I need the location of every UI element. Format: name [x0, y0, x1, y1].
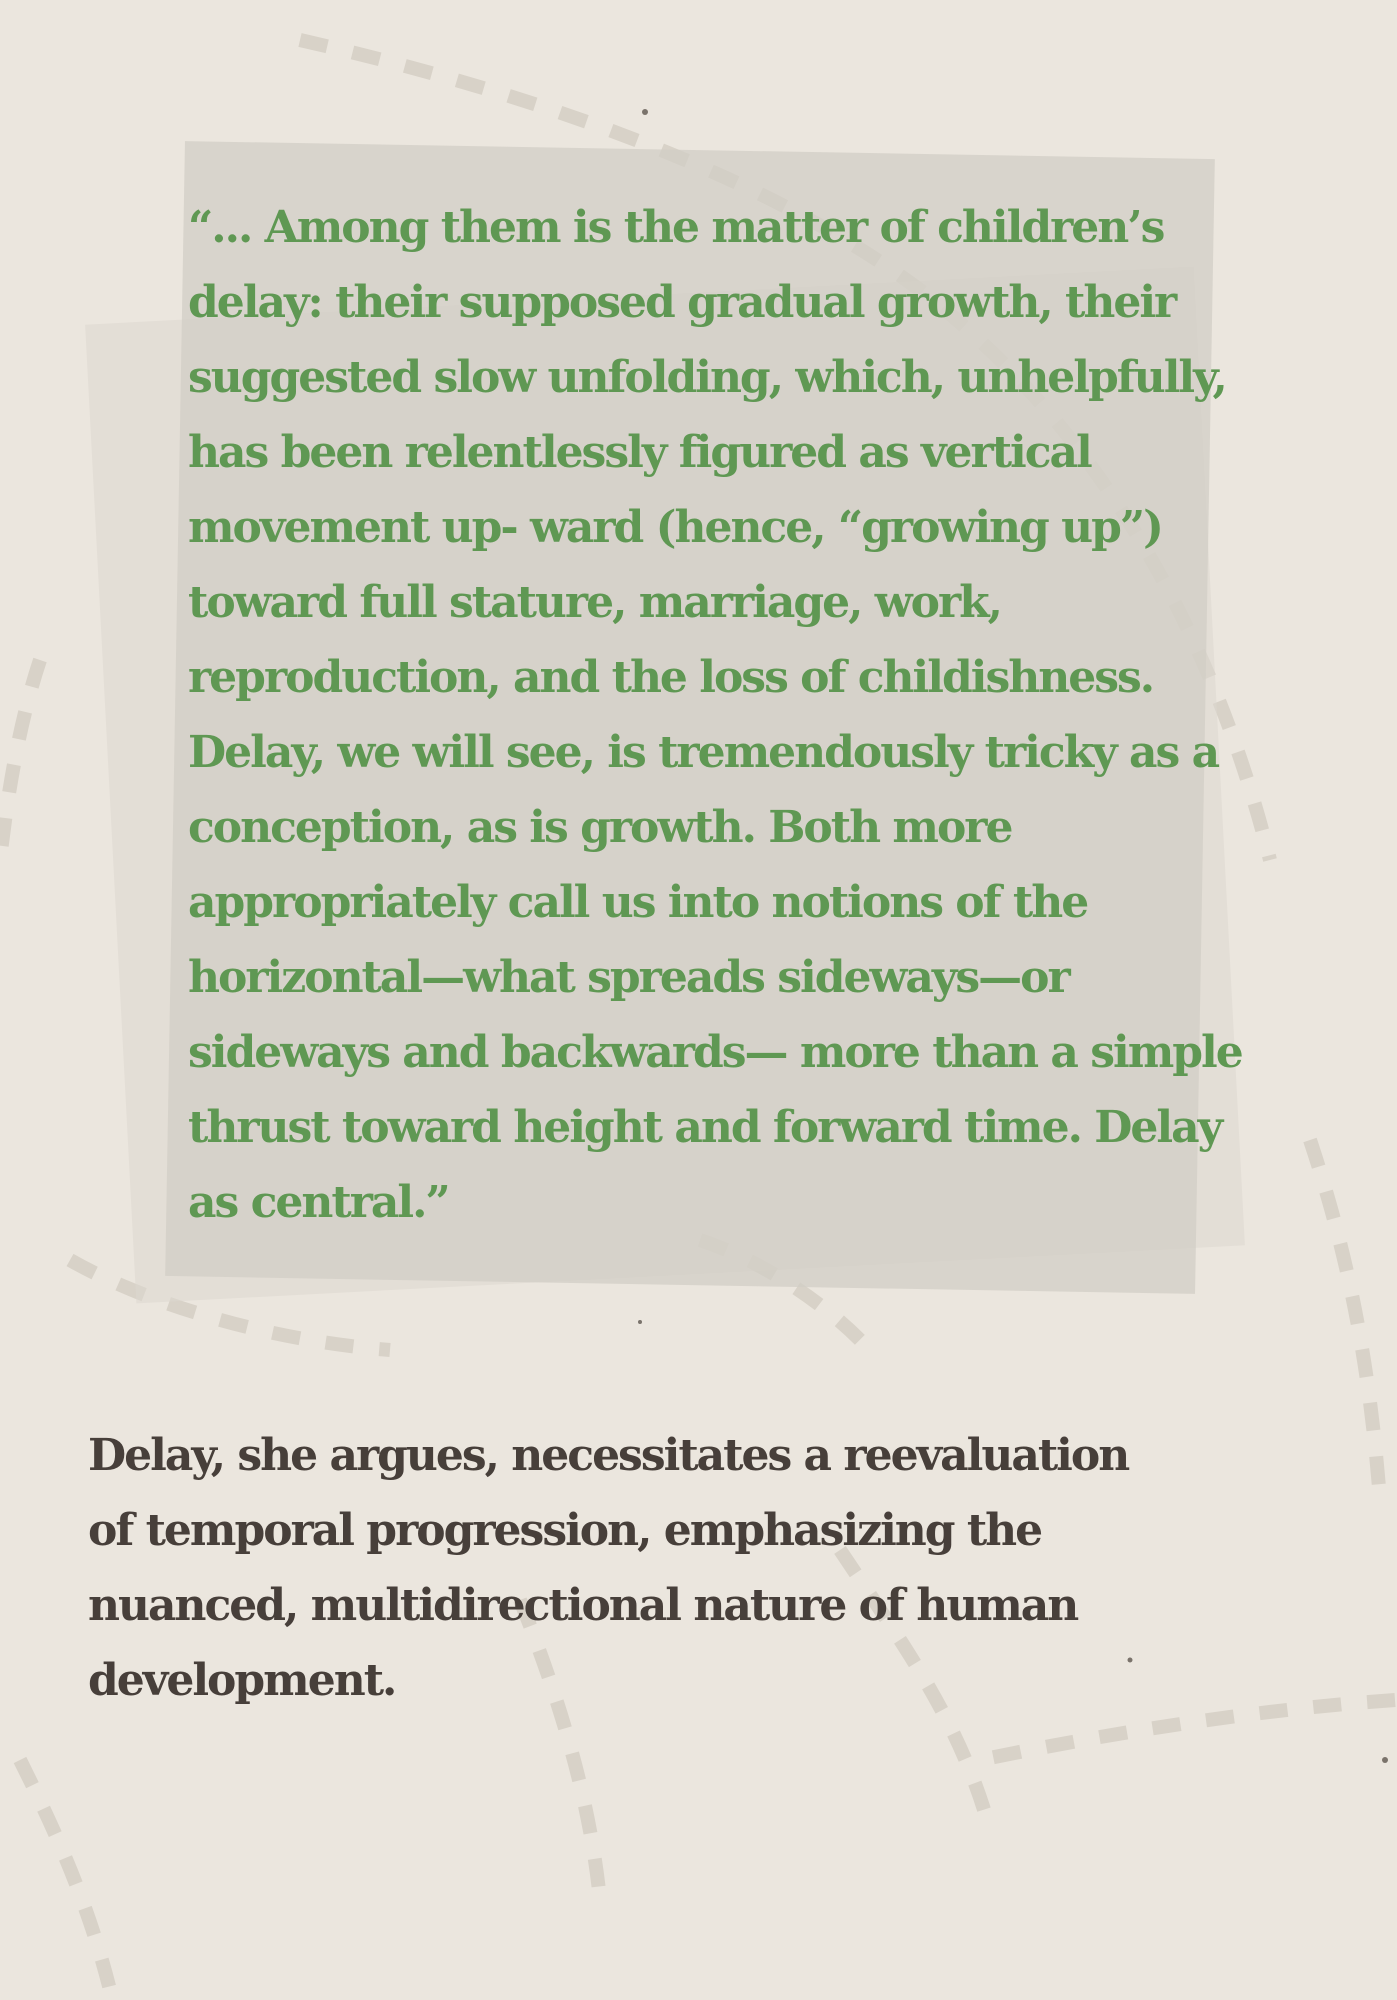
quote-line: delay: their supposed gradual growth, their: [188, 277, 1176, 328]
quote-line: movement up- ward (hence, “growing up”): [188, 502, 1163, 553]
quote-line: conception, as is growth. Both more: [188, 802, 1012, 853]
quote-line: suggested slow unfolding, which, unhelpfully,: [188, 352, 1226, 403]
quote-line: sideways and backwards— more than a simple: [188, 1027, 1242, 1078]
quote-line: reproduction, and the loss of childishness.: [188, 652, 1154, 703]
quote-line: toward full stature, marriage, work,: [188, 577, 1001, 628]
quote-line: has been relentlessly figured as vertical: [188, 427, 1091, 478]
quote-line: horizontal—what spreads sideways—or: [188, 952, 1069, 1003]
quote-line: thrust toward height and forward time. Delay: [188, 1102, 1222, 1153]
block-quote: [188, 190, 1242, 1240]
caption-paragraph: [88, 1418, 1129, 1718]
quote-line: “... Among them is the matter of children’s: [188, 202, 1164, 253]
caption-line: development.: [88, 1655, 396, 1706]
quote-line: Delay, we will see, is tremendously tricky as a: [188, 727, 1219, 778]
caption-line: of temporal progression, emphasizing the: [88, 1505, 1042, 1556]
quote-line: as central.”: [188, 1177, 449, 1228]
caption-line: Delay, she argues, necessitates a reevaluation: [88, 1430, 1129, 1481]
quote-line: appropriately call us into notions of the: [188, 877, 1088, 928]
caption-line: nuanced, multidirectional nature of human: [88, 1580, 1078, 1631]
